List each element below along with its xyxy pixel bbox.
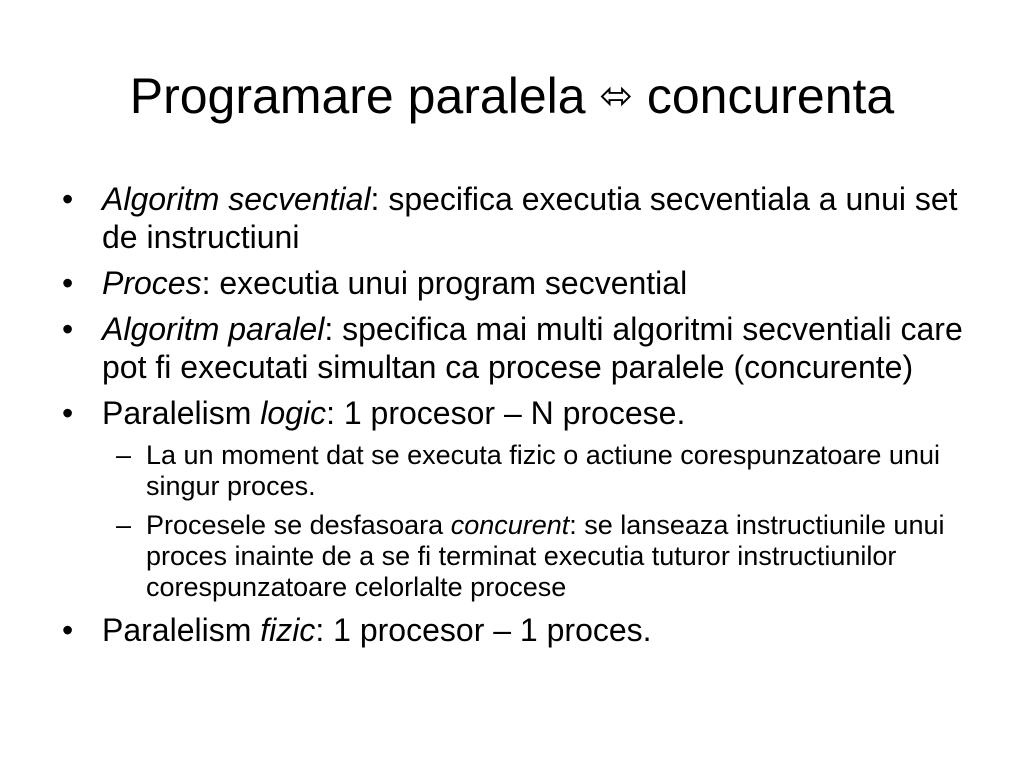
bullet-item-algoritm-paralel bbox=[62, 310, 1002, 386]
definition: : executia unui program secvential bbox=[201, 265, 688, 301]
term: Algoritm paralel bbox=[102, 311, 325, 347]
term: concurent bbox=[450, 510, 570, 540]
definition: : 1 procesor – 1 proces. bbox=[315, 612, 652, 648]
sub-item-concurent bbox=[116, 510, 1002, 603]
sub-text: La un moment dat se executa fizic o actiune corespunzatoare unui singur proces. bbox=[146, 440, 940, 501]
bullet-icon: • bbox=[62, 311, 74, 347]
title-part1: Programare paralela bbox=[129, 68, 600, 124]
bullet-icon: • bbox=[62, 265, 74, 301]
bullet-icon: • bbox=[62, 181, 74, 217]
term: logic bbox=[260, 395, 327, 431]
bullet-item-proces bbox=[62, 264, 1002, 302]
bullet-list bbox=[62, 180, 1002, 657]
term: Proces bbox=[102, 265, 202, 301]
definition: : specifica mai multi algoritmi secventiali care pot fi executati simultan ca procese paralele (concurente) bbox=[102, 311, 963, 385]
bullet-item-paralelism-logic bbox=[62, 394, 1002, 432]
dash-icon: – bbox=[116, 510, 132, 540]
double-arrow-icon: ⬄ bbox=[599, 73, 633, 119]
sub-item-moment bbox=[116, 440, 1002, 502]
lead-text: Procesele se desfasoara bbox=[146, 510, 451, 540]
slide-title bbox=[0, 66, 1024, 126]
bullet-item-paralelism-fizic bbox=[62, 611, 1002, 649]
title-part2: concurenta bbox=[632, 68, 895, 124]
definition: : specifica executia secventiala a unui set de instructiuni bbox=[102, 181, 958, 255]
bullet-icon: • bbox=[62, 612, 74, 648]
lead-text: Paralelism bbox=[102, 395, 261, 431]
bullet-icon: • bbox=[62, 395, 74, 431]
term: Algoritm secvential bbox=[102, 181, 371, 217]
term: fizic bbox=[260, 612, 316, 648]
lead-text: Paralelism bbox=[102, 612, 261, 648]
bullet-item-algoritm-secvential bbox=[62, 180, 1002, 256]
sub-text: : se lanseaza instructiunile unui proces inainte de a se fi terminat executia tuturor instructiunilor corespunzatoare celorlalte procese bbox=[146, 510, 945, 602]
dash-icon: – bbox=[116, 440, 132, 470]
definition: : 1 procesor – N procese. bbox=[326, 395, 686, 431]
